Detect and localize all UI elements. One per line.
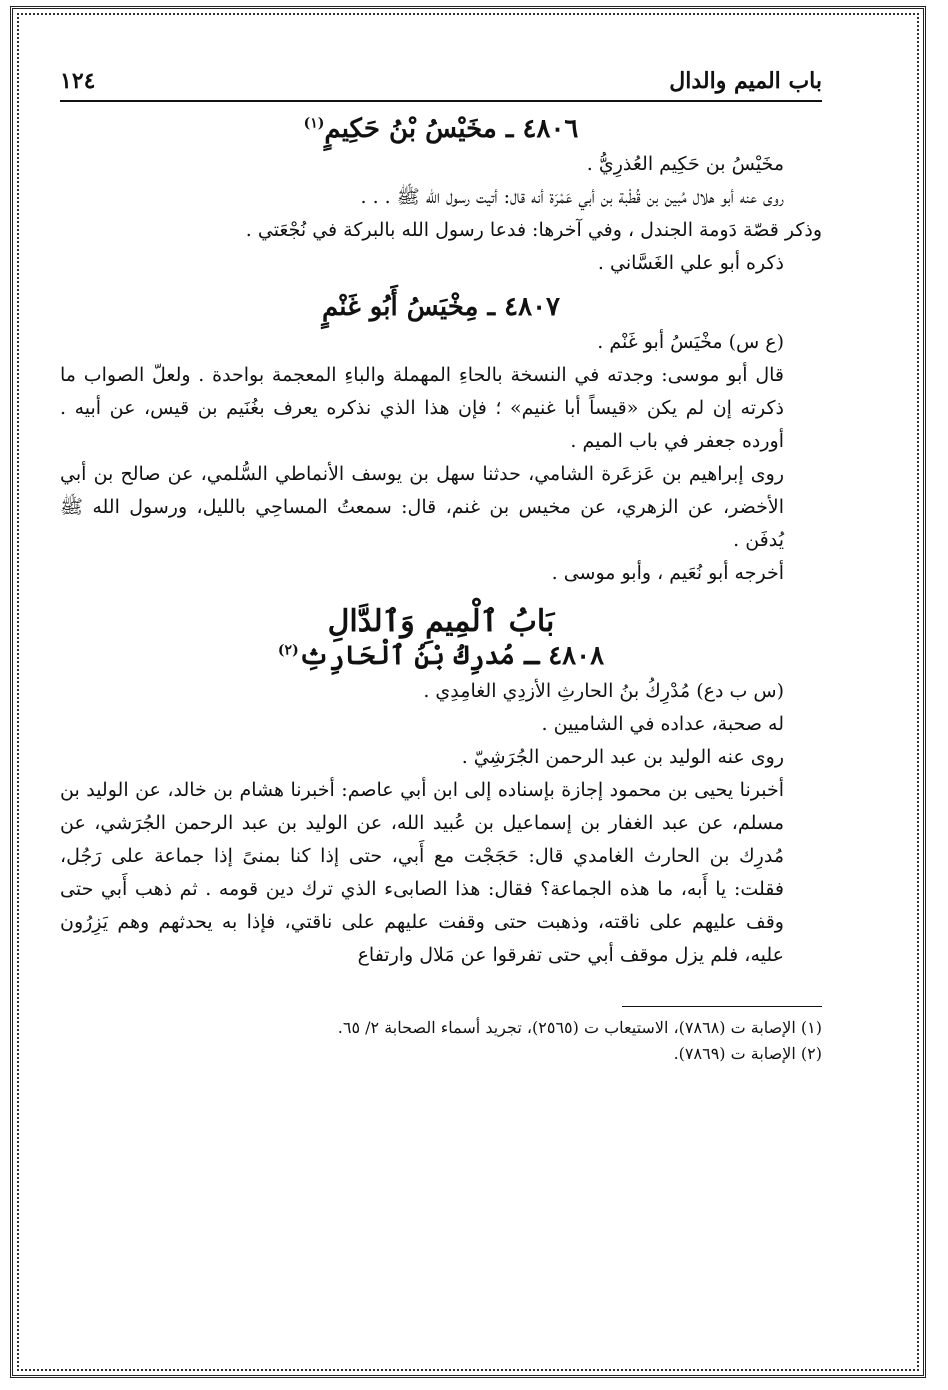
chapter-heading: بَابُ ٱلْمِيمِ وَٱلدَّالِ — [327, 604, 555, 639]
paragraph: مخَيْسُ بن حَكِيم العُذرِيُّ . — [586, 153, 784, 175]
paragraph: روى إبراهيم بن عَزعَرة الشامي، حدثنا سهل بن يوسف الأنماطي السُّلمي، عن صالح بن أبي الأخضر، عن الزهري، عن مخيس بن غنم، قال: سمعتُ المساحِي بالليل، ورسول الله ﷺ يُدفَن . — [60, 463, 784, 551]
footnote-divider — [622, 1006, 822, 1007]
page-content — [60, 62, 822, 1067]
entry-title-4806 — [60, 114, 822, 144]
entry-title-4808 — [60, 641, 822, 671]
entry-title-4807: ٤٨٠٧ ـ مِخْيَسُ أَبُو غَنْمٍ — [321, 292, 561, 322]
paragraph: روى عنه الوليد بن عبد الرحمن الجُرَشِيّ . — [461, 746, 784, 768]
footnote: (٢) الإصابة ت (٧٨٦٩). — [673, 1044, 822, 1063]
paragraph: أخبرنا يحيى بن محمود إجازة بإسناده إلى ابن أبي عاصم: أخبرنا هشام بن خالد، عن الوليد بن مسلم، عن عبد الغفار بن إسماعيل بن عُبيد الله، عن الوليد بن عبد الرحمن الجُرَشي، عن مُدرِك بن الحارث الغامدي قال: حَجَجْت مع أَبي، حتى إذا كنا بمنىً إذا جماعة على رَجُل، فقلت: يا أَبه، ما هذه الجماعة؟ فقال: هذا الصابىء الذي ترك دين قومه . ثم ذهب أَبي حتى وقف عليهم على ناقته، وذهبت حتى وقفت عليهم على ناقتي، فإذا به يحدثهم وهم يَزِرُون عليه، فلم يزل موقف أبي حتى تفرقوا عن مَلال وارتفاع — [60, 779, 784, 966]
footnote-ref: (٢) — [277, 642, 299, 659]
paragraph: (س ب دع) مُدْرِكُ بنُ الحارثِ الأزدِي الغامِدِي . — [423, 680, 784, 702]
paragraph: قال أبو موسى: وجدته في النسخة بالحاءِ المهملة والباءِ المعجمة بواحدة . ولعلّ الصواب ما ذكرته إن لم يكن «قيساً أبا غنيم» ؛ فإن هذا الذي نذكره يعرف بغُنَيم بن قيس، عن أبيه . أورده جعفر في باب الميم . — [60, 364, 784, 452]
page-number: ١٢٤ — [60, 68, 96, 94]
running-header — [60, 62, 822, 102]
footnote-ref: (١) — [303, 115, 325, 132]
section-title: باب الميم والدال — [669, 68, 822, 94]
footnote: (١) الإصابة ت (٧٨٦٨)، الاستيعاب ت (٢٥٦٥)، تجريد أسماء الصحابة ٢/ ٦٥. — [337, 1018, 822, 1037]
paragraph: روى عنه أبو هلال مُبين بن قُطْبة بن أبي عَمْرَة أنه قال: أتيت رسول الله ﷺ . . . — [360, 186, 784, 208]
entry-title-text: ٤٨٠٦ ـ مخَيْسُ بْنُ حَكِيمٍ — [324, 114, 579, 144]
paragraph: ذكره أبو علي الغَسَّاني . — [597, 252, 784, 274]
entry-title-text: ٤٨٠٨ ـ مُدرِكُ بْنُ ٱلْحَارِثِ — [298, 641, 605, 671]
paragraph: له صحبة، عداده في الشاميين . — [541, 713, 784, 735]
paragraph: وذكر قصّة دَومة الجندل ، وفي آخرها: فدعا رسول الله بالبركة في نُجْعَتي . — [245, 219, 822, 241]
paragraph: أخرجه أبو نُعَيم ، وأبو موسى . — [551, 562, 784, 584]
paragraph: (ع س) مخْيَسُ أبو غَنْم . — [597, 331, 784, 353]
